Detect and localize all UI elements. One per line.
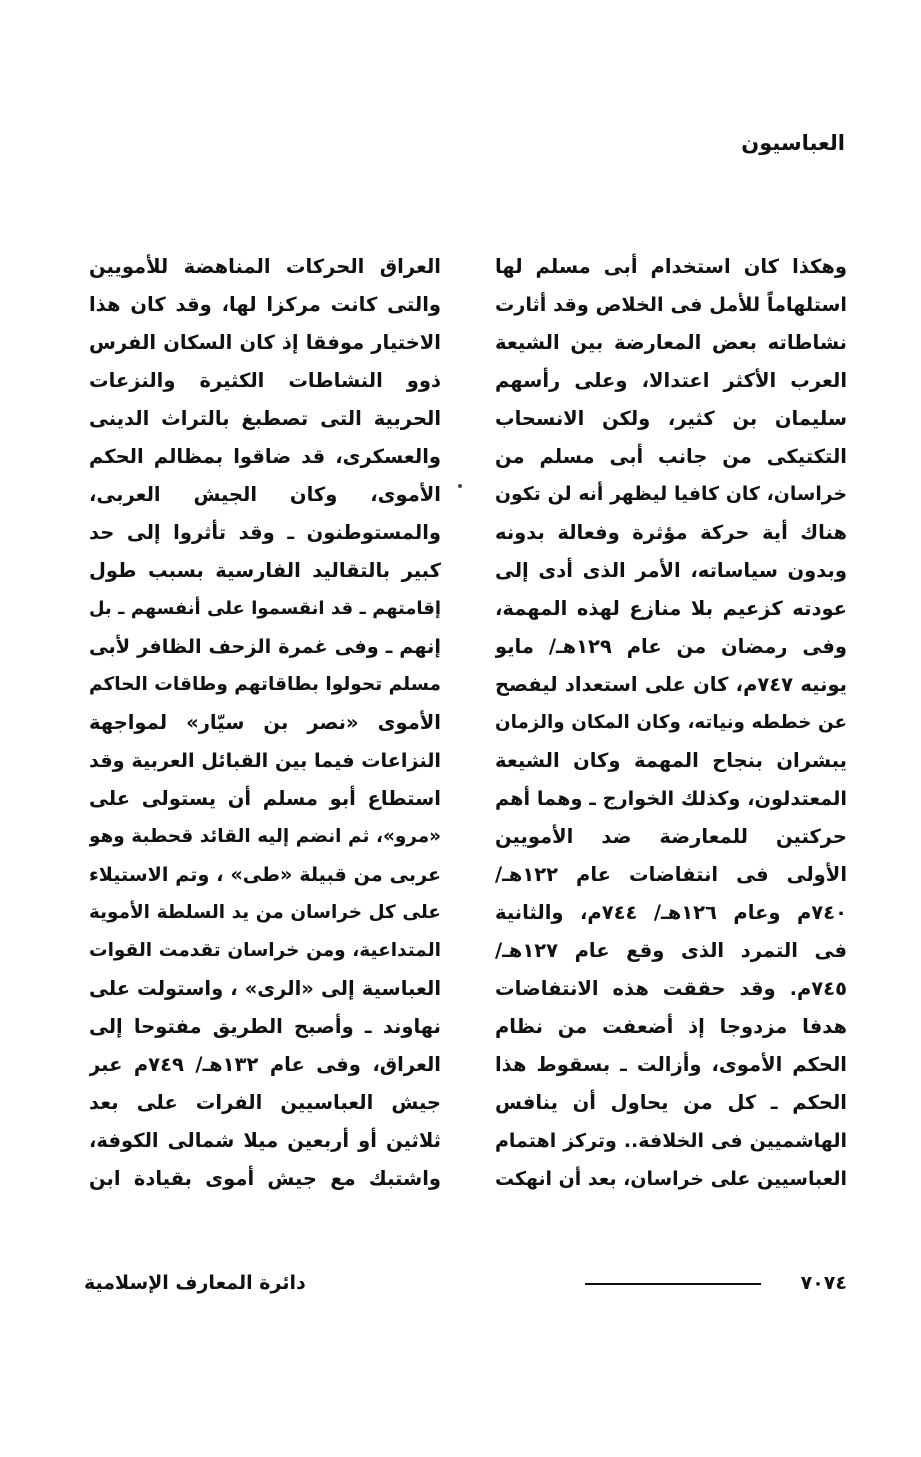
text-line: والمستوطنون ـ وقد تأثروا إلى حد — [89, 521, 441, 544]
text-line: ثلاثين أو أربعين ميلا شمالى الكوفة، — [89, 1129, 441, 1152]
text-line: هناك أية حركة مؤثرة وفعالة بدونه — [495, 521, 847, 544]
text-line: كبير بالتقاليد الفارسية بسبب طول — [89, 559, 441, 582]
footer-rule — [585, 1283, 761, 1285]
text-line: المعتدلون، وكذلك الخوارج ـ وهما أهم — [495, 787, 847, 810]
text-line: واشتبك مع جيش أموى بقيادة ابن — [89, 1167, 441, 1190]
text-line: مسلم تحولوا بطاقاتهم وطاقات الحاكم — [89, 674, 441, 695]
text-line: الحربية التى تصطبغ بالتراث الدينى — [89, 407, 441, 430]
text-line: جيش العباسيين الفرات على بعد — [89, 1091, 441, 1114]
text-line: إنهم ـ وفى غمرة الزحف الظافر لأبى — [89, 635, 441, 658]
text-line: النزاعات فيما بين القبائل العربية وقد — [89, 749, 441, 772]
text-line: العرب الأكثر اعتدالا، وعلى رأسهم — [495, 369, 847, 392]
text-line: المتداعية، ومن خراسان تقدمت القوات — [89, 940, 441, 961]
text-line: ٧٤٥م. وقد حققت هذه الانتفاضات — [495, 977, 847, 1000]
text-column-left — [89, 248, 441, 1198]
text-line: الحكم ـ كل من يحاول أن ينافس — [495, 1091, 847, 1114]
text-line: نشاطاته بعض المعارضة بين الشيعة — [495, 331, 847, 354]
text-line: عن خططه ونياته، وكان المكان والزمان — [495, 712, 847, 733]
scan-speck — [458, 484, 462, 488]
text-line: العباسية إلى «الرى» ، واستولت على — [89, 977, 441, 1000]
text-line: الاختيار موفقا إذ كان السكان الفرس — [89, 331, 441, 354]
text-line: الأموى، وكان الجيش العربى، — [89, 483, 441, 506]
text-line: وفى رمضان من عام ١٢٩هـ/ مايو — [495, 635, 847, 658]
text-line: هدفا مزدوجا إذ أضعفت من نظام — [495, 1015, 847, 1038]
text-line: استلهاماً للأمل فى الخلاص وقد أثارت — [495, 293, 847, 316]
text-line: والتى كانت مركزا لها، وقد كان هذا — [89, 293, 441, 316]
publication-title: دائرة المعارف الإسلامية — [84, 1272, 306, 1294]
text-line: العباسيين على خراسان، بعد أن انهكت — [495, 1168, 847, 1190]
text-line: العراق، وفى عام ١٣٢هـ/ ٧٤٩م عبر — [89, 1053, 441, 1076]
text-line: يبشران بنجاح المهمة وكان الشيعة — [495, 749, 847, 772]
text-line: الحكم الأموى، وأزالت ـ بسقوط هذا — [495, 1053, 847, 1076]
text-line: ٧٤٠م وعام ١٢٦هـ/ ٧٤٤م، والثانية — [495, 901, 847, 924]
text-line: وبدون سياساته، الأمر الذى أدى إلى — [495, 559, 847, 582]
text-line: عودته كزعيم بلا منازع لهذه المهمة، — [495, 597, 847, 620]
text-line: ذوو النشاطات الكثيرة والنزعات — [89, 369, 441, 392]
text-line: على كل خراسان من يد السلطة الأموية — [89, 902, 441, 923]
text-line: نهاوند ـ وأصبح الطريق مفتوحا إلى — [89, 1015, 441, 1038]
text-line: عربى من قبيلة «طى» ، وتم الاستيلاء — [89, 863, 441, 886]
text-line: الأموى «نصر بن سيّار» لمواجهة — [89, 711, 441, 734]
text-column-right — [495, 248, 847, 1198]
text-line: حركتين للمعارضة ضد الأمويين — [495, 825, 847, 848]
text-line: خراسان، كان كافيا ليظهر أنه لن تكون — [495, 484, 847, 505]
text-line: استطاع أبو مسلم أن يستولى على — [89, 787, 441, 810]
text-line: سليمان بن كثير، ولكن الانسحاب — [495, 407, 847, 430]
text-line: إقامتهم ـ قد انقسموا على أنفسهم ـ بل — [89, 598, 441, 619]
text-line: فى التمرد الذى وقع عام ١٢٧هـ/ — [495, 939, 847, 962]
page-footer — [84, 1266, 847, 1300]
text-line: التكتيكى من جانب أبى مسلم من — [495, 445, 847, 468]
text-line: وهكذا كان استخدام أبى مسلم لها — [495, 255, 847, 278]
text-line: الأولى فى انتفاضات عام ١٢٢هـ/ — [495, 863, 847, 886]
page-number: ٧٠٧٤ — [800, 1272, 847, 1294]
text-line: «مرو»، ثم انضم إليه القائد قحطبة وهو — [89, 826, 441, 847]
running-head: العباسيون — [741, 131, 845, 155]
text-line: العراق الحركات المناهضة للأمويين — [89, 255, 441, 278]
text-line: والعسكرى، قد ضاقوا بمظالم الحكم — [89, 445, 441, 468]
text-line: الهاشميين فى الخلافة.. وتركز اهتمام — [495, 1130, 847, 1152]
text-line: يونيه ٧٤٧م، كان على استعداد ليفصح — [495, 673, 847, 696]
